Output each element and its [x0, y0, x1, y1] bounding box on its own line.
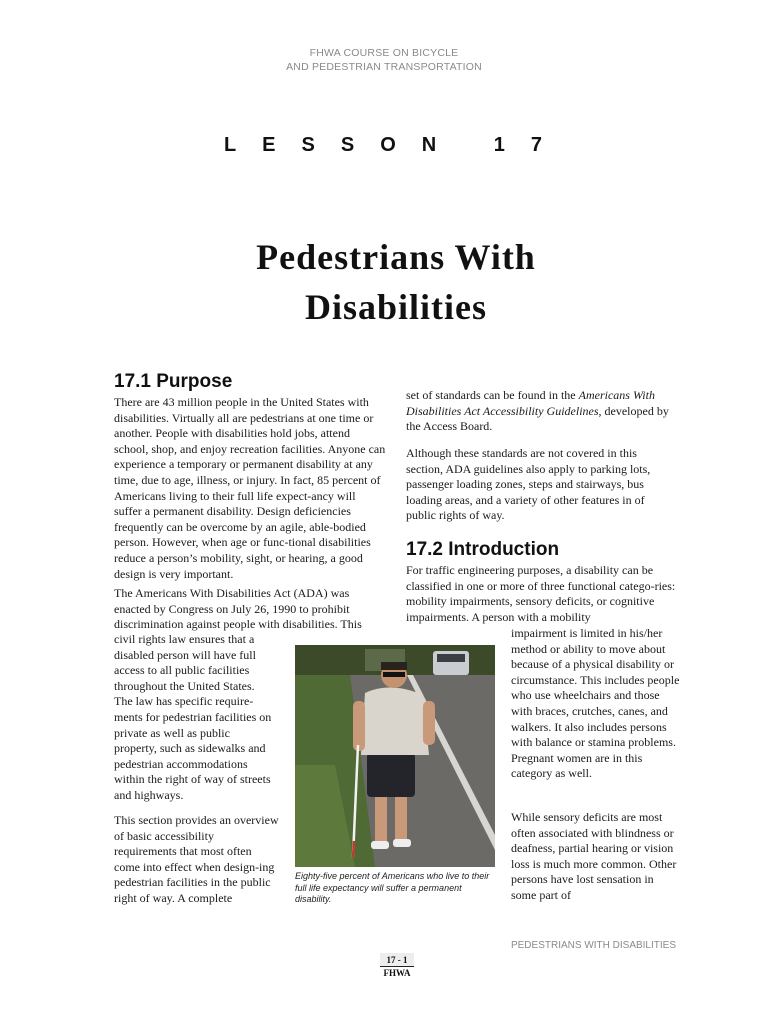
photo-caption: Eighty-five percent of Americans who live to their full life expectancy will suffer a permanent disability.	[295, 871, 490, 904]
footer-running-title: PEDESTRIANS WITH DISABILITIES	[510, 940, 676, 951]
running-header	[0, 46, 768, 74]
photo-illustration	[295, 645, 495, 867]
purpose-paragraph-4: Although these standards are not covered in this section, ADA guidelines also apply to parking lots, passenger loading zones, steps and stairways, bus loading areas, and a variety of other features in of public rights of way.	[406, 446, 651, 523]
title-line-2: Disabilities	[304, 287, 487, 327]
continued-text-post: , developed by the Access Board.	[406, 403, 669, 434]
header-line-2: AND PEDESTRIAN TRANSPORTATION	[286, 61, 482, 73]
purpose-paragraph-2-full: The Americans With Disabilities Act (ADA) was enacted by Congress on July 26, 1990 to prohibit discrimination against people with disabilities. This	[114, 586, 362, 632]
footer-org: FHWA	[383, 968, 411, 978]
section-heading-purpose: 17.1 Purpose	[114, 371, 233, 392]
header-line-1: FHWA COURSE ON BICYCLE	[309, 47, 459, 59]
title-line-1: Pedestrians With	[256, 237, 536, 277]
page-number: 17 - 1	[380, 953, 414, 967]
continued-text-pre: set of standards can be found in the	[406, 388, 579, 402]
page-number-box	[380, 953, 414, 978]
lesson-label: LESSON 17	[223, 134, 569, 156]
ada-guidelines-title: Americans With Disabilities Act Accessibility Guidelines	[406, 388, 655, 418]
section-heading-introduction: 17.2 Introduction	[406, 539, 560, 560]
pedestrian-photo	[295, 645, 495, 867]
introduction-paragraph-2: While sensory deficits are most often associated with blindness or deafness, partial hearing or vision loss is much more common. Other persons have lost sensation in some part of	[511, 810, 677, 902]
introduction-paragraph-1-full: For traffic engineering purposes, a disability can be classified in one or more of three functional catego-ries: mobility impairments, sensory deficits, or cognitive impairments. A person with a mobility	[406, 563, 676, 624]
page-title	[0, 232, 768, 332]
introduction-paragraph-1-narrow: impairment is limited in his/her method or ability to move about because of a physical disability or circumstance. This includes people who use wheelchairs and those with braces, crutches, canes, and walkers. It also includes persons with balance or stamina problems. Pregnant women are in this category as well.	[511, 626, 680, 781]
purpose-paragraph-3: This section provides an overview of basic accessibility requirements that most often come into effect when design-ing pedestrian facilities in the public right of way. A complete	[114, 813, 279, 905]
purpose-continued-paragraph	[406, 388, 678, 435]
purpose-paragraph-1: There are 43 million people in the United States with disabilities. Virtually all are pedestrians at one time or another. People with disabilities hold jobs, attend school, shop, and enjoy recreation facilities. Anyone can experience a temporary or permanent disability at any time, due to age, illness, or injury. In fact, 85 percent of Americans living to their full life expect-ancy will suffer a permanent disability. Design deficiencies frequently can be overcome by an agile, able-bodied person. However, when age or func-tional disabilities reduce a person’s mobility, sight, or hearing, a good design is very important.	[114, 395, 386, 581]
purpose-paragraph-2-narrow: civil rights law ensures that a disabled person will have full access to all public facilities throughout the United States. The law has specific require-ments for pedestrian facilities on private as well as public property, such as sidewalks and pedestrian accommodations within the right of way of streets and highways.	[114, 632, 272, 802]
